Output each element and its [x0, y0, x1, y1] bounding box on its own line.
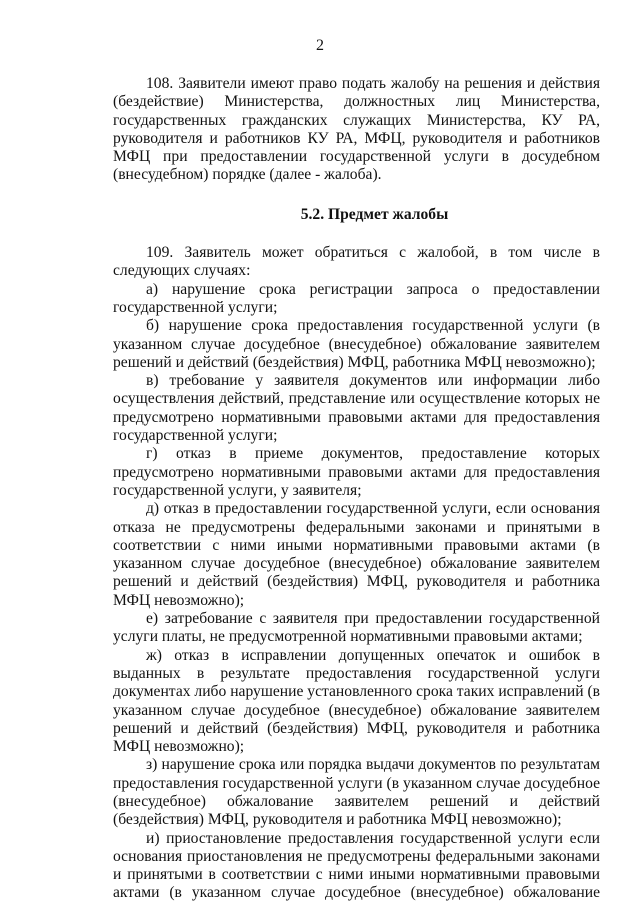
list-item-z: з) нарушение срока или порядка выдачи документов по результатам предоставления государственной услуги (в указанном случае досудебное (внесудебное) обжалование заявителем решений и действий (бездействия) МФЦ, руководителя и работника МФЦ невозможно);: [113, 756, 600, 829]
list-item-b: б) нарушение срока предоставления государственной услуги (в указанном случае досудебное (внесудебное) обжалование заявителем решений и действий (бездействия) МФЦ, работника МФЦ невозможно);: [113, 317, 600, 371]
paragraph-109: 109. Заявитель может обратиться с жалобой, в том числе в следующих случаях:: [113, 244, 600, 280]
document-body: [113, 75, 600, 903]
page-number: 2: [316, 37, 324, 54]
list-item-i: и) приостановление предоставления государственной услуги если основания приостановления не предусмотрены федеральными законами и принятыми в соответствии с ними иными нормативными правовыми актами (в указанном случае досудебное (внесудебное) обжалование: [113, 829, 600, 902]
list-item-d: д) отказ в предоставлении государственной услуги, если основания отказа не предусмотрены федеральными законами и принятыми в соответствии с ними иными нормативными правовыми актами (в указанном случае досудебное (внесудебное) обжалование заявителем решений и действий (бездействия) МФЦ, руководителя и работника МФЦ невозможно);: [113, 500, 600, 609]
list-item-a: а) нарушение срока регистрации запроса о предоставлении государственной услуги;: [113, 280, 600, 316]
list-item-v: в) требование у заявителя документов или информации либо осуществления действий, представление или осуществление которых не предусмотрено нормативными правовыми актами для предоставления государственной услуги;: [113, 372, 600, 445]
list-item-zh: ж) отказ в исправлении допущенных опечаток и ошибок в выданных в результате предоставления государственной услуги документах либо нарушение установленного срока таких исправлений (в указанном случае досудебное (внесудебное) обжалование заявителем решений и действий (бездействия) МФЦ, руководителя и работника МФЦ невозможно);: [113, 646, 601, 756]
list-item-e: е) затребование с заявителя при предоставлении государственной услуги платы, не предусмотренной нормативными правовыми актами;: [113, 610, 600, 646]
paragraph-108: 108. Заявители имеют право подать жалобу на решения и действия (бездействие) Министерства, должностных лиц Министерства, государственных гражданских служащих Министерства, КУ РА, руководителя и работников КУ РА, МФЦ, руководителя и работников МФЦ при предоставлении государственной услуги в досудебном (внесудебном) порядке (далее - жалоба).: [113, 75, 600, 184]
section-heading: 5.2. Предмет жалобы: [300, 205, 449, 223]
list-item-g: г) отказ в приеме документов, предоставление которых предусмотрено нормативными правовыми актами для предоставления государственной услуги, у заявителя;: [113, 445, 600, 499]
